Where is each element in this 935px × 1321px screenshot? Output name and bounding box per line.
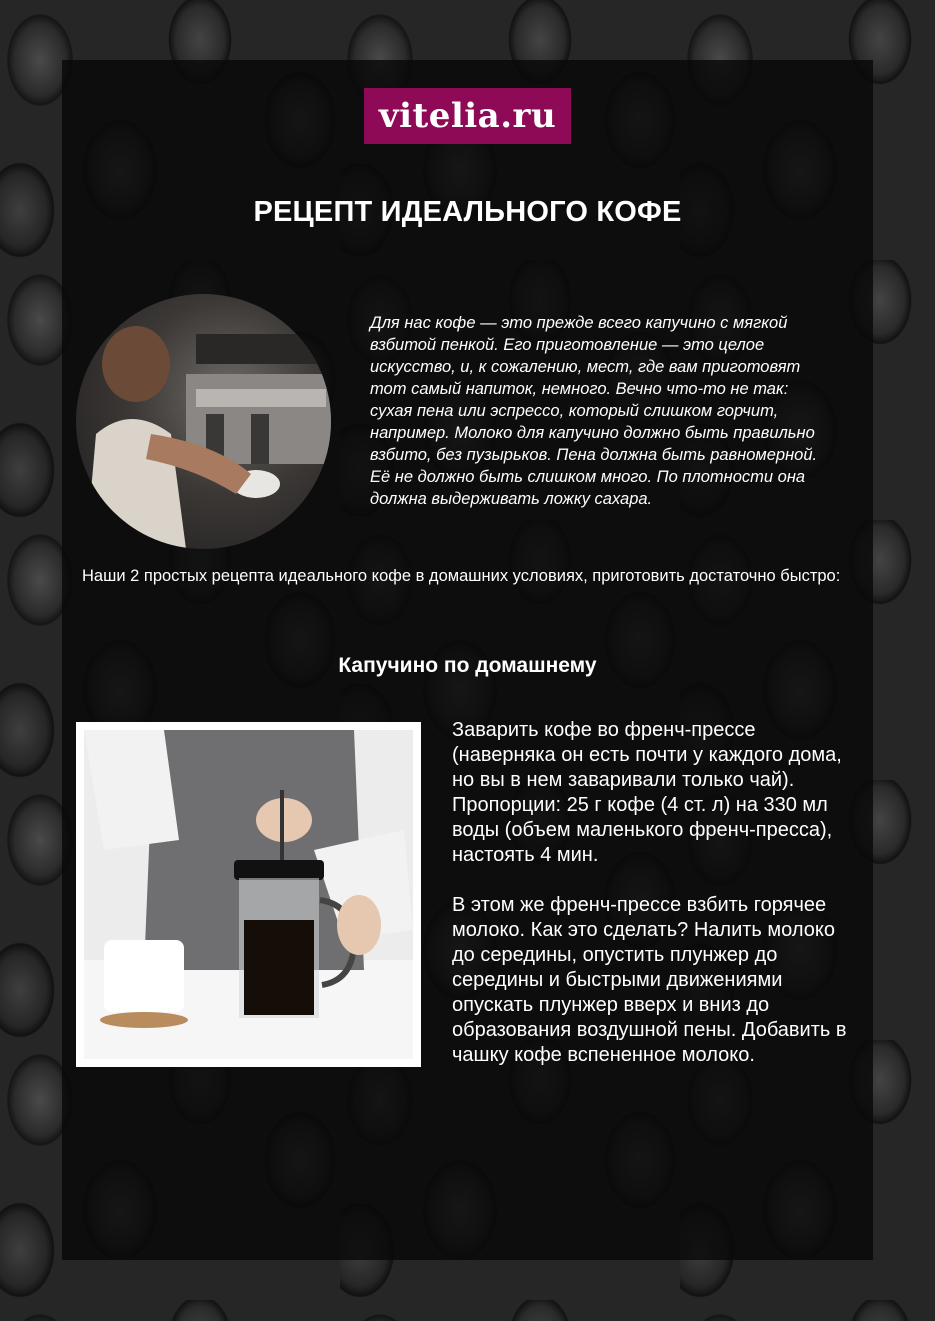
- barista-photo: [76, 294, 331, 549]
- intro-paragraph: Для нас кофе — это прежде всего капучино с мягкой взбитой пенкой. Его приготовление — это целое искусство, и, к сожалению, мест, где вам приготовят тот самый напиток, немного. Вечно что-то не так: сухая пена или эспрессо, который слишком горчит, например. Молоко для капучино должно быть правильно взбито, без пузырьков. Пена должна быть равномерной. Её не должно быть слишком много. По плотности она должна выдерживать ложку сахара.: [370, 314, 818, 508]
- lead-paragraph: Наши 2 простых рецепта идеального кофе в домашних условиях, приготовить достаточно быстро:: [82, 567, 841, 585]
- recipe-steps: [452, 718, 852, 1093]
- french-press-photo: [76, 722, 421, 1067]
- recipe-step-2: В этом же френч-прессе взбить горячее молоко. Как это сделать? Налить молоко до середины, опустить плунжер до середины и быстрыми движениями опускать плунжер вверх и вниз до образования воздушной пены. Добавить в чашку кофе вспененное молоко.: [452, 894, 847, 1066]
- recipe-title: Капучино по домашнему: [338, 654, 597, 677]
- recipe-step-1: Заварить кофе во френч-прессе (наверняка он есть почти у каждого дома, но вы в нем заваривали только чай). Пропорции: 25 г кофе (4 ст. л) на 330 мл воды (объем маленького френч-пресса), настоять 4 мин.: [452, 719, 842, 866]
- brand-logo[interactable]: vitelia.ru: [364, 88, 571, 144]
- page-title: РЕЦЕПТ ИДЕАЛЬНОГО КОФЕ: [253, 196, 682, 228]
